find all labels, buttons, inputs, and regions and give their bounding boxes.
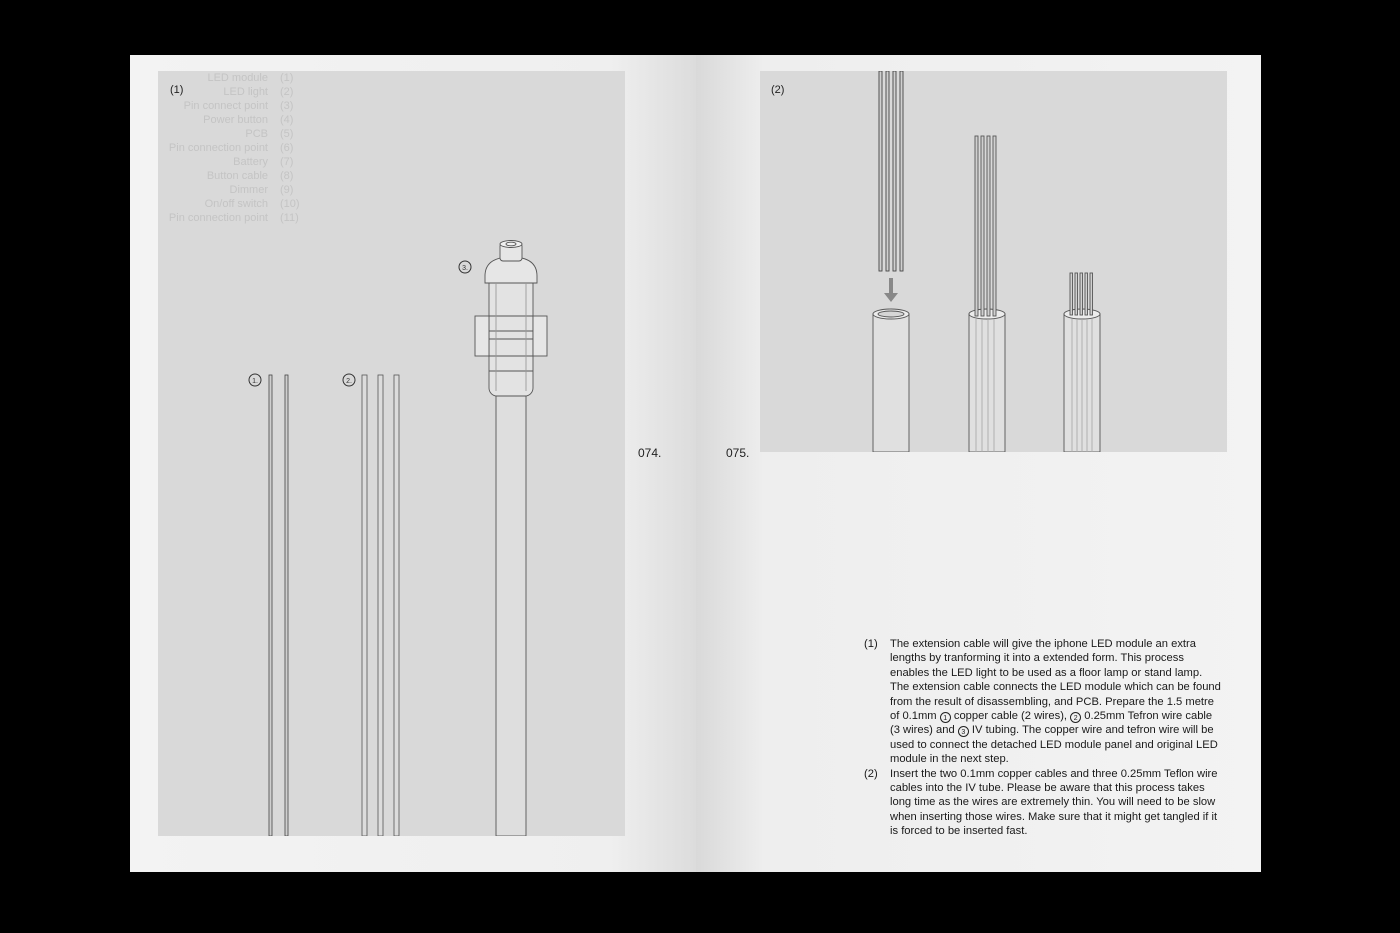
callout-1 bbox=[249, 374, 261, 386]
svg-text:2.: 2. bbox=[346, 378, 352, 385]
instructions-text bbox=[864, 637, 1224, 839]
svg-text:1.: 1. bbox=[252, 378, 258, 385]
marker-2: 2 bbox=[1070, 712, 1081, 723]
figure-label-right: (2) bbox=[771, 84, 785, 96]
page-number-right: 075. bbox=[726, 446, 750, 460]
callout-3 bbox=[459, 261, 471, 273]
left-page bbox=[130, 55, 696, 872]
illustration-panel-left: (1) LED module (1) LED light (2) Pin connect point (3) Power button (4) PCB (5) Pin connection point (6) Battery (7) Button cable (8) Dimmer (9) On/off switch (10) Pin connection point (11) 1. 2. 3. bbox=[158, 71, 625, 836]
iv-tube-complete bbox=[1064, 273, 1100, 452]
wire-insertion-illustration bbox=[760, 71, 1227, 452]
insert-arrow bbox=[884, 278, 898, 302]
svg-text:3.: 3. bbox=[462, 265, 468, 272]
page-number-left: 074. bbox=[638, 446, 662, 460]
teflon-wires bbox=[362, 375, 399, 836]
right-page bbox=[696, 55, 1261, 872]
marker-1: 1 bbox=[940, 712, 951, 723]
figure-label-left: (1) bbox=[170, 84, 184, 96]
wires-bundle bbox=[879, 71, 903, 271]
instruction-paragraph-2: (2) Insert the two 0.1mm copper cables and three 0.25mm Teflon wire cables into the IV tube. Please be aware that this process takes long time as the wires are extremely thin. You will need to be slow when inserting those wires. Make sure that it might get tangled if it is forced to be inserted fast. bbox=[864, 767, 1218, 838]
instruction-paragraph-1: (1) The extension cable will give the iphone LED module an extra lengths by tranforming it into a extended form. This process enables the LED light to be used as a floor lamp or stand lamp. The extension cable connects the LED module which can be found from the result of disassembling, and PCB. Prepare the 1.5 metre of 0.1mm 1 copper cable (2 wires), 2 0.25mm Tefron wire cable (3 wires) and 3 IV tubing. The copper wire and tefron wire will be used to connect the detached LED module panel and original LED module in the next step. bbox=[864, 638, 1221, 766]
iv-tube-empty bbox=[873, 309, 909, 452]
marker-3: 3 bbox=[958, 726, 969, 737]
iv-tube-partial bbox=[969, 136, 1005, 452]
cable-parts-illustration bbox=[158, 71, 625, 836]
copper-wires bbox=[269, 375, 288, 836]
callout-2 bbox=[343, 374, 355, 386]
illustration-panel-right bbox=[760, 71, 1227, 452]
iv-tube bbox=[475, 241, 547, 837]
